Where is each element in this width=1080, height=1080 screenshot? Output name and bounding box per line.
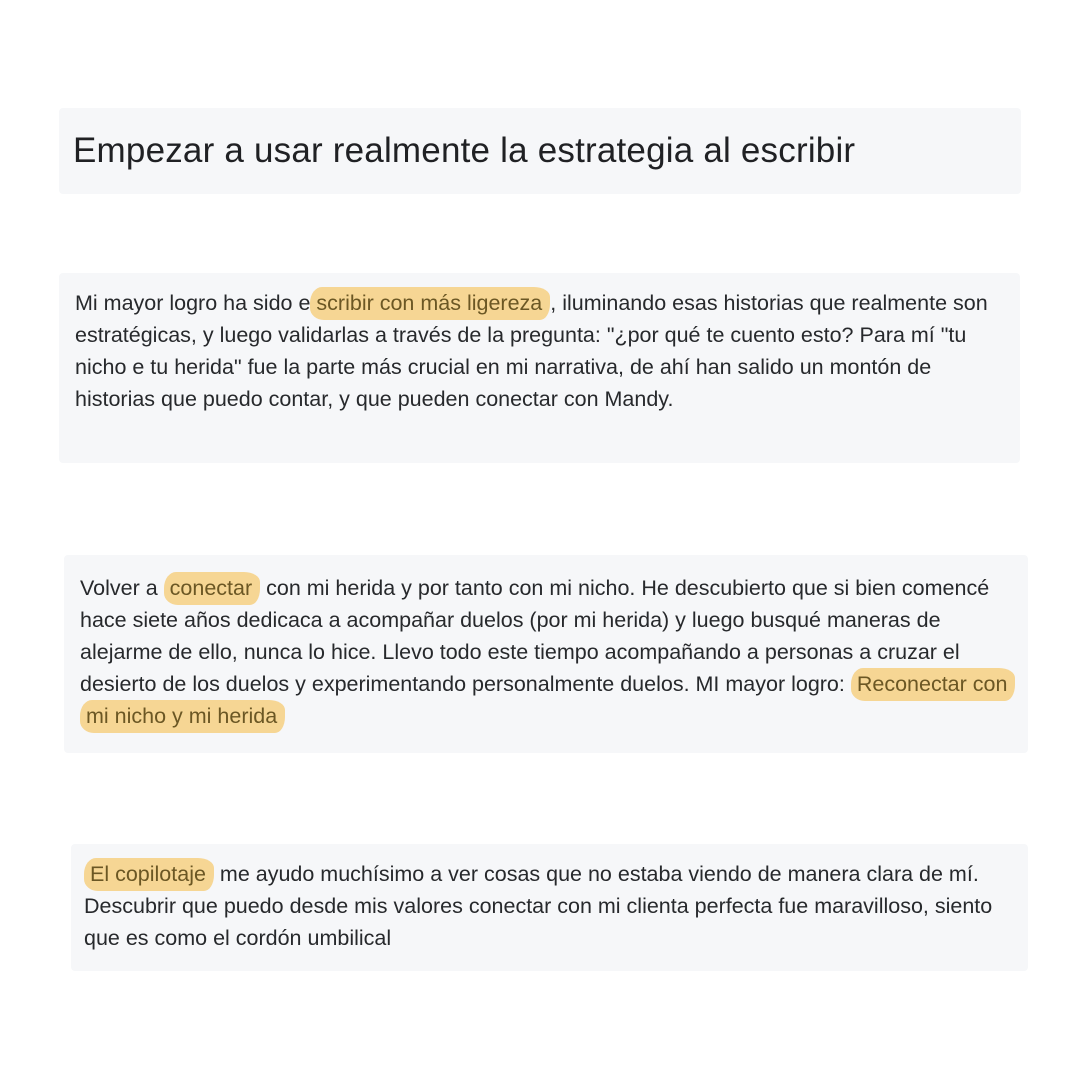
text-segment: Volver a [80,576,164,600]
response-card-2 [64,555,1028,753]
response-card-3 [71,844,1028,971]
page-title: Empezar a usar realmente la estrategia al escribir [73,131,856,170]
highlighted-text: El copilotaje [84,858,214,891]
title-card [59,108,1021,194]
highlighted-text: conectar [164,572,260,605]
text-segment: con mi herida y por tanto con mi nicho. He descubierto que si bien comencé hace siete años dedicaca a acompañar duelos (por mi herida) y luego busqué maneras de alejarme de ello, nunca lo hice. Llevo todo este tiempo acompañando a personas a cruzar el desierto de los duelos y experimentando personalmente duelos. MI mayor logro: [80,576,990,696]
text-segment: , iluminando esas historias que realmente son estratégicas, y luego validarlas a través de la pregunta: "¿por qué te cuento esto? Para mí "tu nicho e tu herida" fue la parte más crucial en mi narrativa, de ahí han salido un montón de historias que puedo contar, y que pueden conectar con Mandy. [75,291,988,411]
text-segment: me ayudo muchísimo a ver cosas que no estaba viendo de manera clara de mí. Descubrir que puedo desde mis valores conectar con mi clienta perfecta fue maravilloso, siento que es como el cordón umbilical [84,862,993,950]
text-segment: Mi mayor logro ha sido e [75,291,311,315]
highlighted-text: Reconectar con mi nicho y mi herida [80,668,1015,733]
response-card-1 [59,273,1020,463]
highlighted-text: scribir con más ligereza [310,287,550,320]
response-text-1 [75,287,1000,415]
response-text-2 [80,572,1008,732]
response-text-3 [84,858,1008,954]
